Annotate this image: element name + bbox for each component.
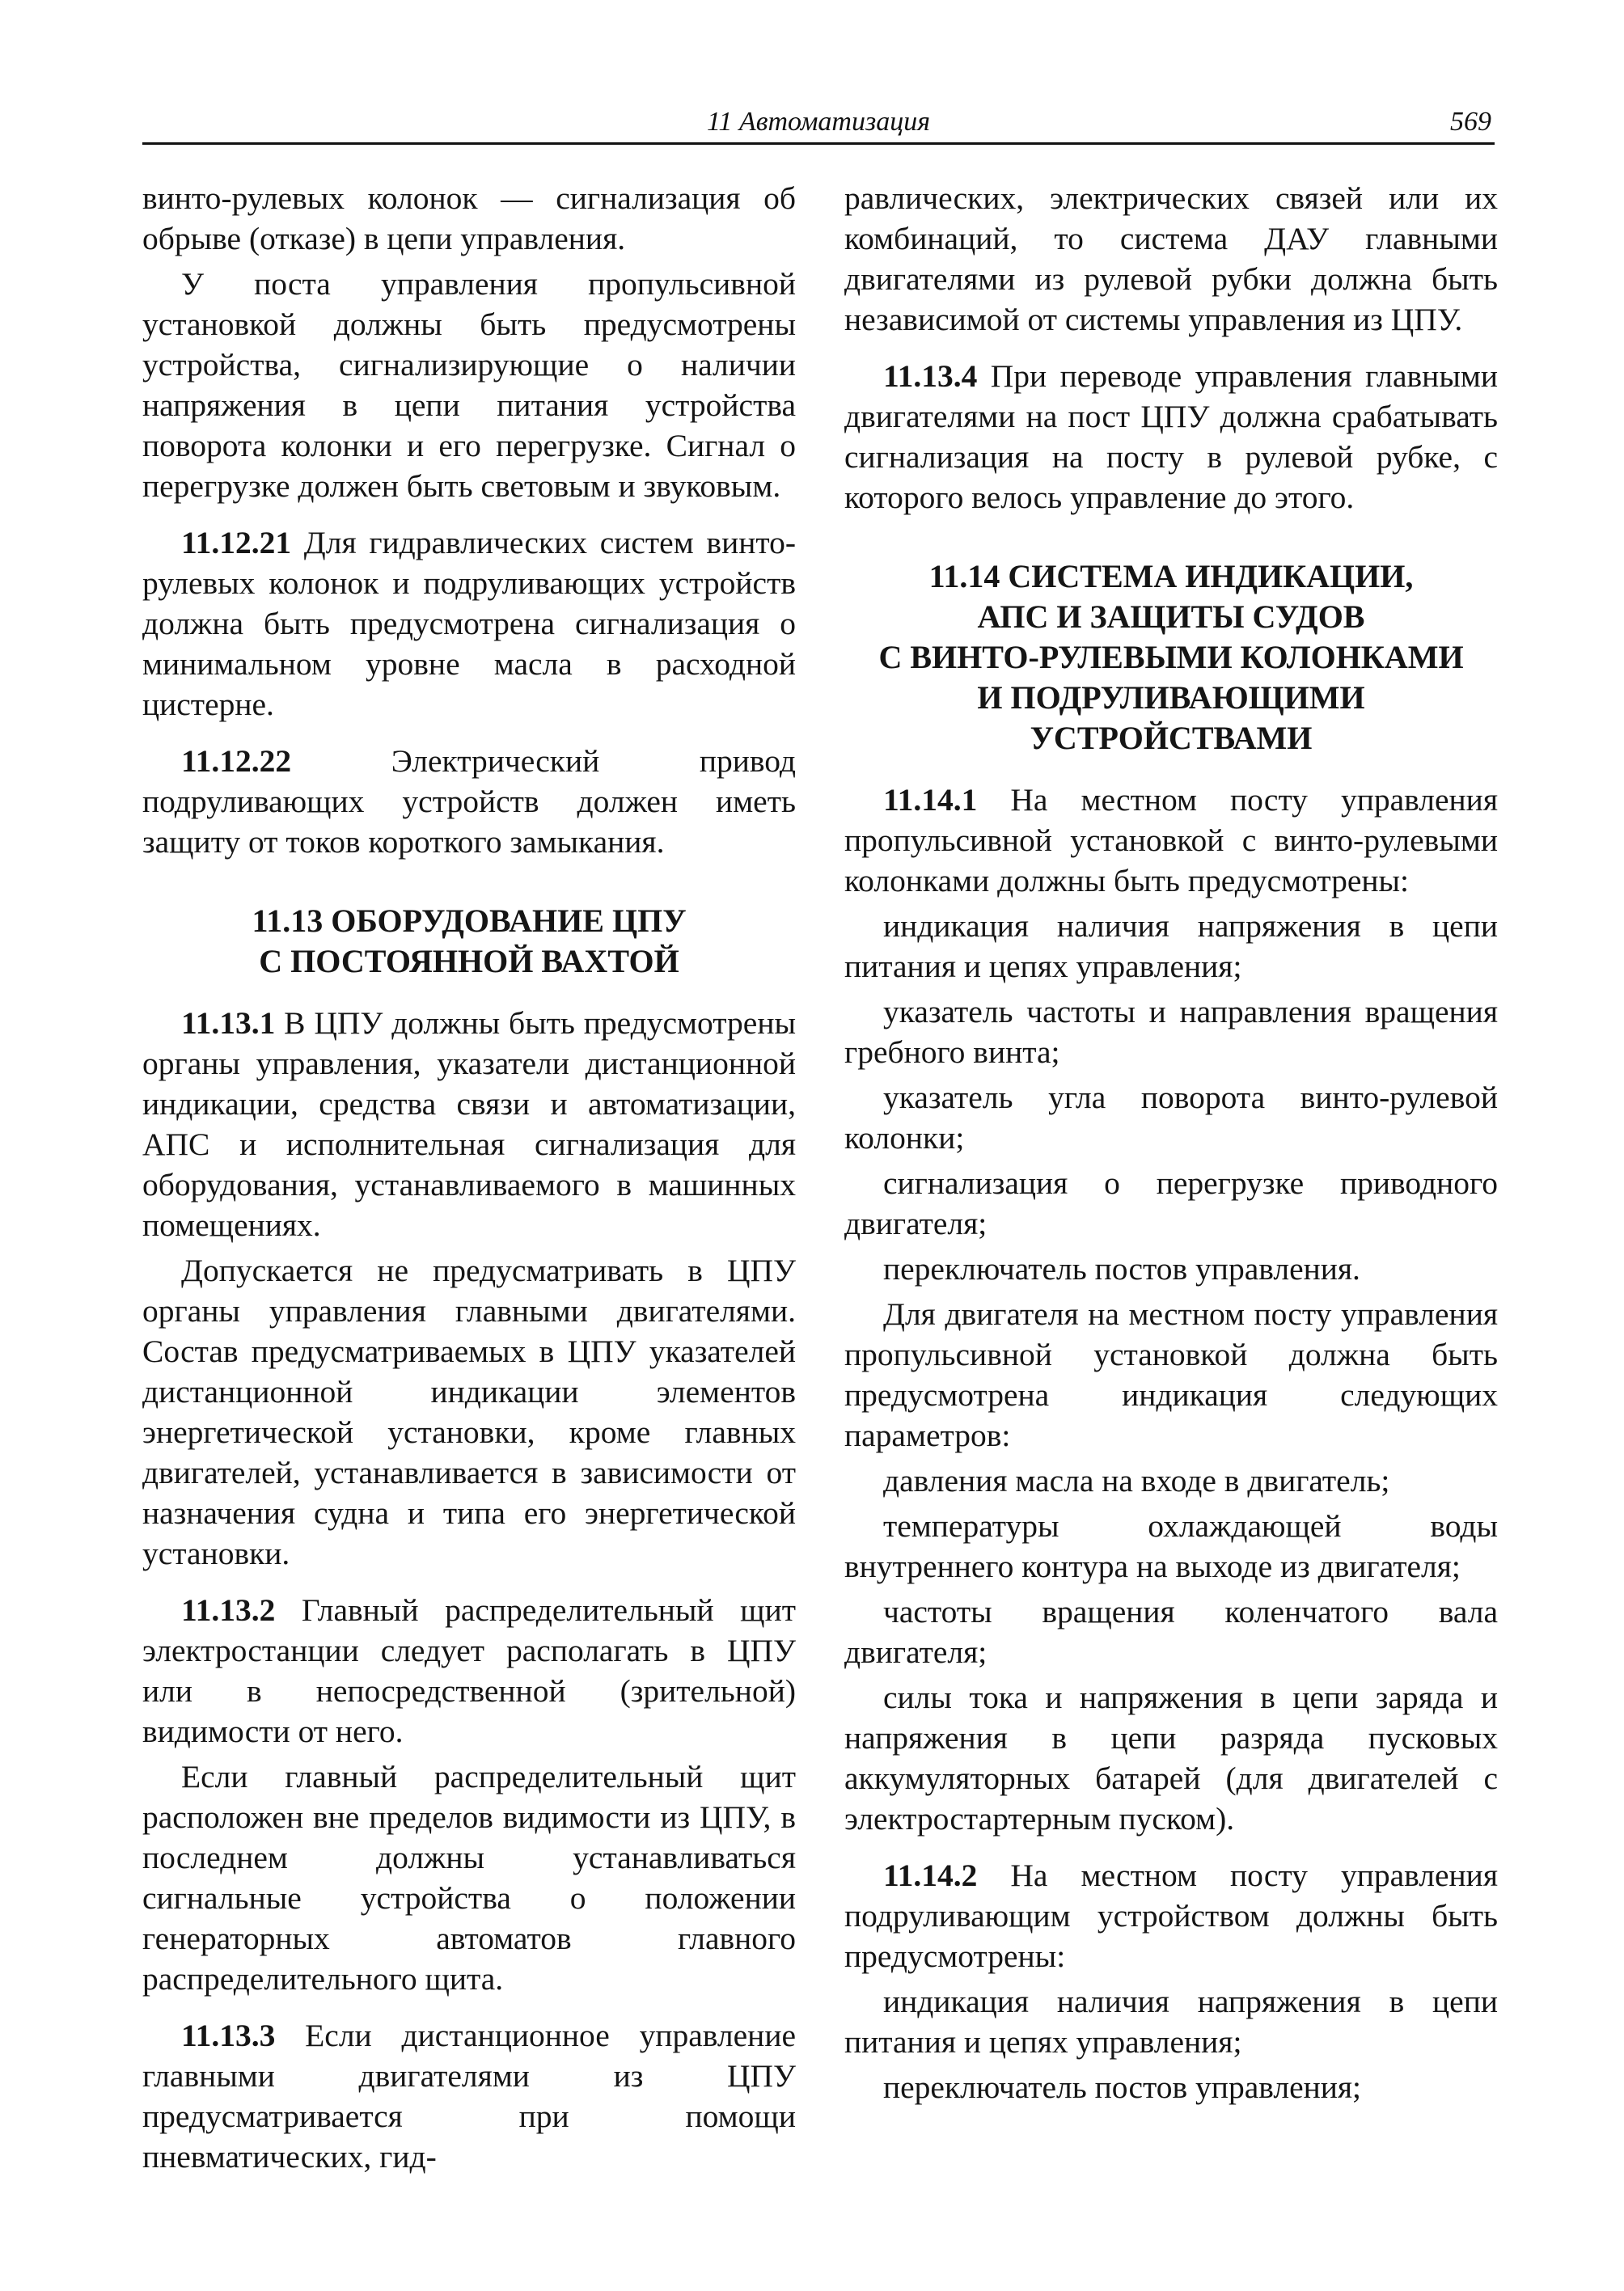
- list-item: переключатель постов управления.: [883, 1251, 1360, 1287]
- clause-text: Главный распределительный щит электростанции следует располагать в ЦПУ или в непосредственной (зрительной) видимости от него.: [142, 1592, 796, 1749]
- clause-number: 11.12.22: [181, 743, 292, 779]
- heading-line: С ПОСТОЯННОЙ ВАХТОЙ: [259, 943, 679, 979]
- heading-line: С ВИНТО-РУЛЕВЫМИ КОЛОНКАМИ: [878, 639, 1464, 675]
- list-item: давления масла на входе в двигатель;: [883, 1463, 1390, 1498]
- right-column: [844, 178, 1498, 2107]
- clause-number: 11.12.21: [181, 525, 292, 560]
- heading-line: УСТРОЙСТВАМИ: [1030, 720, 1313, 756]
- list-item: силы тока и напряжения в цепи заряда и напряжения в цепи разряда пусковых аккумуляторных батарей (для двигателей с электростартерным пуском).: [844, 1680, 1498, 1837]
- clause-number: 11.13.4: [883, 358, 978, 394]
- section-heading-11-14: [844, 556, 1498, 759]
- list-item: переключатель постов управления;: [883, 2069, 1362, 2105]
- clause-text: Если дистанционное управление главными двигателями из ЦПУ предусматривается при помощи пневматических, гид-: [142, 2018, 796, 2175]
- list-item: частоты вращения коленчатого вала двигателя;: [844, 1594, 1498, 1670]
- clause-11-14-1: [844, 780, 1498, 901]
- clause-11-12-21: [142, 522, 796, 725]
- left-column: [142, 178, 796, 2177]
- heading-line: 11.14 СИСТЕМА ИНДИКАЦИИ,: [928, 558, 1414, 594]
- header-title: 11 Автоматизация: [706, 107, 931, 137]
- clause-text: При переводе управления главными двигателями на пост ЦПУ должна срабатывать сигнализация на посту в рулевой рубке, с которого велось управление до этого.: [844, 358, 1498, 515]
- list-item: температуры охлаждающей воды внутреннего контура на выходе из двигателя;: [844, 1508, 1498, 1584]
- list-item: индикация наличия напряжения в цепи питания и цепях управления;: [844, 908, 1498, 984]
- clause-text: В ЦПУ должны быть предусмотрены органы управления, указатели дистанционной индикации, средства связи и автоматизации, АПС и исполнительная сигнализация для оборудования, устанавливаемого в машинных помещениях.: [142, 1005, 796, 1243]
- clause-11-13-1: [142, 1003, 796, 1245]
- clause-text: Электрический привод подруливающих устройств должен иметь защиту от токов короткого замыкания.: [142, 743, 796, 860]
- clause-11-13-2: [142, 1590, 796, 1752]
- clause-11-12-22: [142, 741, 796, 862]
- list-item: индикация наличия напряжения в цепи питания и цепях управления;: [844, 1984, 1498, 2060]
- paragraph: У поста управления пропульсивной установкой должны быть предусмотрены устройства, сигнализирующие о наличии напряжения в цепи питания устройства поворота колонки и его перегрузке. Сигнал о перегрузке должен быть световым и звуковым.: [142, 266, 796, 504]
- clause-number: 11.14.1: [883, 782, 978, 818]
- clause-number: 11.13.2: [181, 1592, 276, 1628]
- clause-text: На местном посту управления подруливающим устройством должны быть предусмотрены:: [844, 1858, 1498, 1974]
- paragraph: Допускается не предусматривать в ЦПУ органы управления главными двигателями. Состав предусматриваемых в ЦПУ указателей дистанционной индикации элементов энергетической установки, кроме главных двигателей, устанавливается в зависимости от назначения судна и типа его энергетической установки.: [142, 1253, 796, 1571]
- clause-11-13-3: [142, 2015, 796, 2177]
- running-header: [142, 105, 1495, 145]
- clause-11-14-2: [844, 1855, 1498, 1976]
- paragraph: винто-рулевых колонок — сигнализация об обрыве (отказе) в цепи управления.: [142, 180, 796, 256]
- page-number: 569: [1450, 107, 1491, 137]
- clause-text: Для гидравлических систем винто-рулевых колонок и подруливающих устройств должна быть предусмотрена сигнализация о минимальном уровне масла в расходной цистерне.: [142, 525, 796, 722]
- list-item: сигнализация о перегрузке приводного двигателя;: [844, 1165, 1498, 1241]
- heading-line: И ПОДРУЛИВАЮЩИМИ: [977, 679, 1365, 716]
- clause-number: 11.13.1: [181, 1005, 276, 1041]
- heading-line: 11.13 ОБОРУДОВАНИЕ ЦПУ: [252, 902, 687, 939]
- clause-text: На местном посту управления пропульсивной установкой с винто-рулевыми колонками должны быть предусмотрены:: [844, 782, 1498, 898]
- clause-number: 11.13.3: [181, 2018, 276, 2053]
- list-item: указатель частоты и направления вращения гребного винта;: [844, 994, 1498, 1070]
- clause-number: 11.14.2: [883, 1858, 978, 1893]
- list-item: указатель угла поворота винто-рулевой колонки;: [844, 1080, 1498, 1156]
- paragraph: равлических, электрических связей или их комбинаций, то система ДАУ главными двигателями из рулевой рубки должна быть независимой от системы управления из ЦПУ.: [844, 180, 1498, 337]
- section-heading-11-13: [142, 901, 796, 982]
- heading-line: АПС И ЗАЩИТЫ СУДОВ: [977, 598, 1365, 635]
- clause-11-13-4: [844, 356, 1498, 518]
- paragraph: Для двигателя на местном посту управления пропульсивной установкой должна быть предусмотрена индикация следующих параметров:: [844, 1296, 1498, 1453]
- paragraph: Если главный распределительный щит расположен вне пределов видимости из ЦПУ, в последнем должны устанавливаться сигнальные устройства о положении генераторных автоматов главного распределительного щита.: [142, 1759, 796, 1997]
